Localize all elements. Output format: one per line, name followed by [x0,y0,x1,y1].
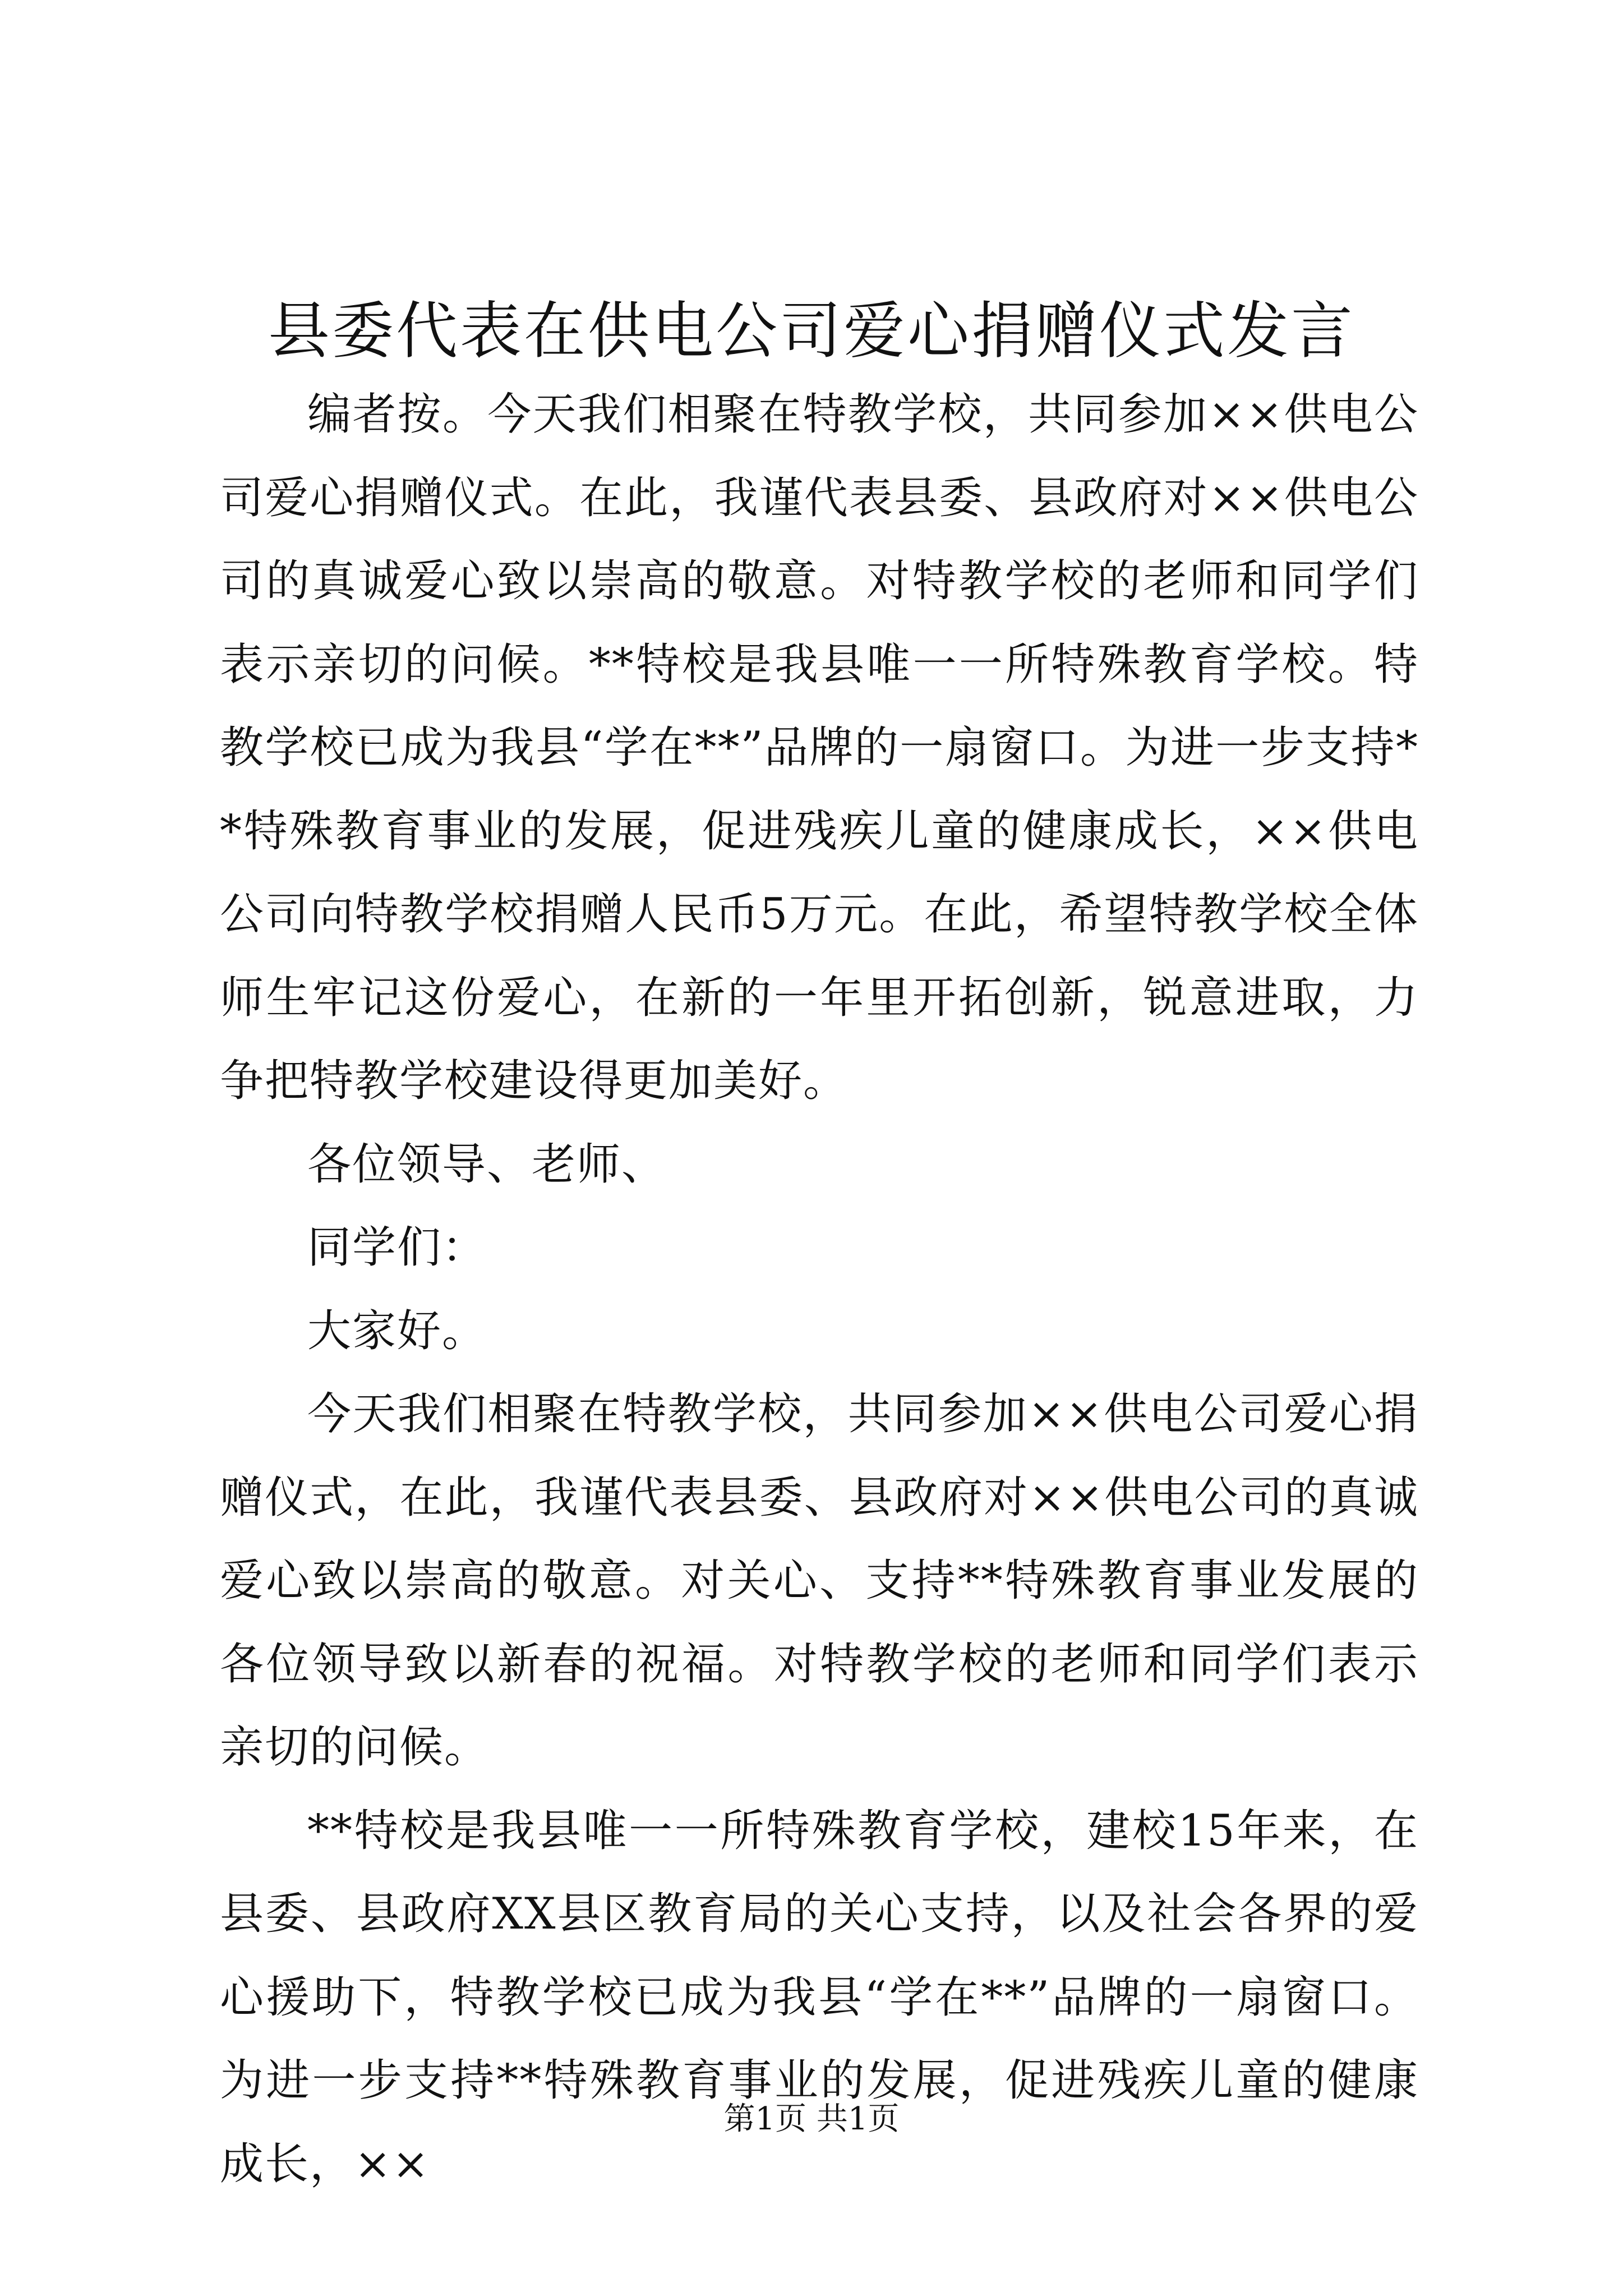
paragraph-school-intro: **特校是我县唯一一所特殊教育学校，建校15年来，在县委、县政府XX县区教育局的关心支持，以及社会各界的爱心援助下，特教学校已成为我县“学在**”品牌的一扇窗口。为进一步支持**特殊教育事业的发展，促进残疾儿童的健康成长，×× [220,1805,1419,2189]
document-body [220,373,1419,2206]
paragraph-opening: 今天我们相聚在特教学校，共同参加××供电公司爱心捐赠仪式，在此，我谨代表县委、县政府对××供电公司的真诚爱心致以崇高的敬意。对关心、支持**特殊教育事业发展的各位领导致以新春的祝福。对特教学校的老师和同学们表示亲切的问候。 [220,1389,1419,1773]
paragraph-editor-note: 编者按。今天我们相聚在特教学校，共同参加××供电公司爱心捐赠仪式。在此，我谨代表县委、县政府对××供电公司的真诚爱心致以崇高的敬意。对特教学校的老师和同学们表示亲切的问候。**特校是我县唯一一所特殊教育学校。特教学校已成为我县“学在**”品牌的一扇窗口。为进一步支持**特殊教育事业的发展，促进残疾儿童的健康成长，××供电公司向特教学校捐赠人民币5万元。在此，希望特教学校全体师生牢记这份爱心，在新的一年里开拓创新，锐意进取，力争把特教学校建设得更加美好。 [220,389,1419,1106]
page-footer: 第1页 共1页 [723,2101,900,2137]
paragraph-greeting: 大家好。 [307,1305,487,1356]
document-title: 县委代表在供电公司爱心捐赠仪式发言 [268,295,1355,367]
paragraph-salutation-2: 同学们： [307,1222,487,1273]
paragraph-salutation-1: 各位领导、老师、 [307,1139,667,1190]
